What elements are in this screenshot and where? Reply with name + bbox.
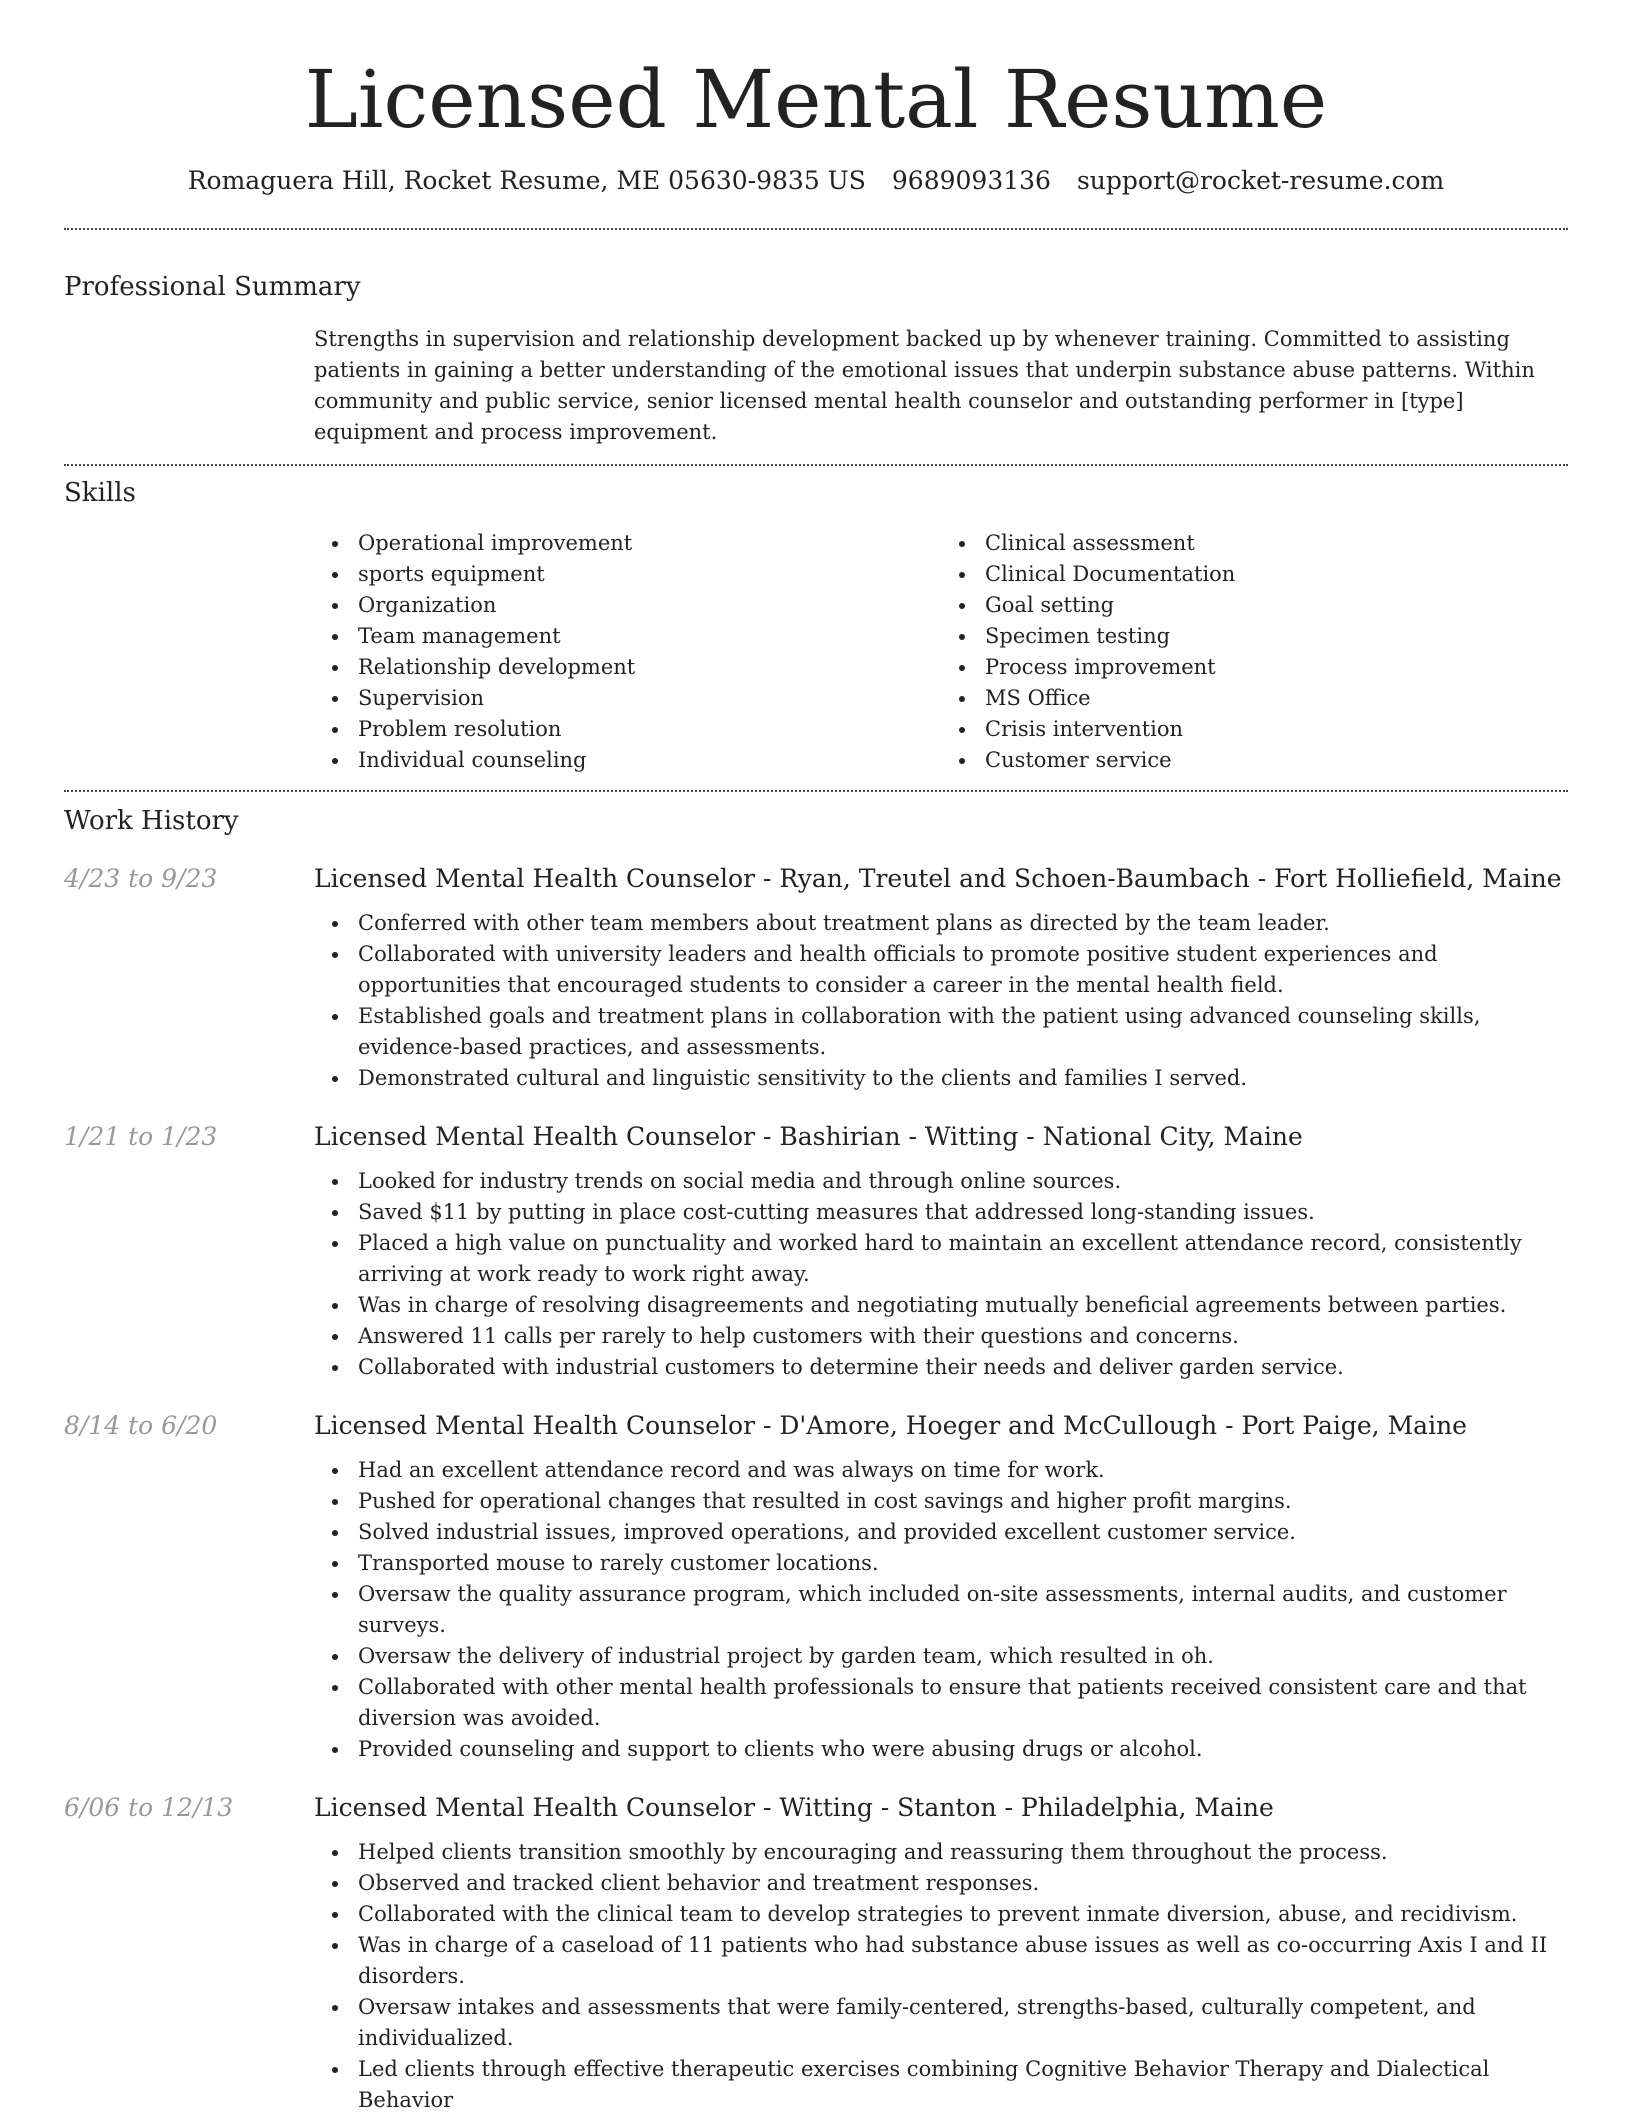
job-dates: 1/21 to 1/23 — [64, 1122, 218, 1151]
job-dates: 6/06 to 12/13 — [64, 1793, 234, 1822]
job-bullet: Led clients through effective therapeutic exercises combining Cognitive Behavior Therapy and Dialectical Behavior — [358, 2054, 1568, 2116]
job-body — [314, 862, 1568, 1094]
job-bullet: Collaborated with university leaders and health officials to promote positive student experiences and opportunities that encouraged students to consider a career in the mental health field. — [358, 939, 1568, 1001]
job-bullet: Oversaw intakes and assessments that were family-centered, strengths-based, culturally competent, and individualized. — [358, 1992, 1568, 2054]
job-heading: Licensed Mental Health Counselor - Bashirian - Witting - National City, Maine — [314, 1122, 1303, 1151]
job-bullet: Established goals and treatment plans in collaboration with the patient using advanced counseling skills, evidence-based practices, and assessments. — [358, 1001, 1568, 1063]
job-bullet: Saved $11 by putting in place cost-cutting measures that addressed long-standing issues. — [358, 1197, 1568, 1228]
skill-item: Operational improvement — [358, 528, 941, 559]
job-bullet: Answered 11 calls per rarely to help customers with their questions and concerns. — [358, 1321, 1568, 1352]
job-bullet: Collaborated with other mental health professionals to ensure that patients received consistent care and that diversion was avoided. — [358, 1672, 1568, 1734]
job-bullets — [314, 1166, 1568, 1383]
skill-item: Relationship development — [358, 652, 941, 683]
job-bullets — [314, 908, 1568, 1094]
job-bullet: Conferred with other team members about treatment plans as directed by the team leader. — [358, 908, 1568, 939]
job-bullets — [314, 1837, 1568, 2116]
job-body — [314, 1120, 1568, 1383]
summary-heading: Professional Summary — [64, 272, 361, 302]
job-bullet: Demonstrated cultural and linguistic sensitivity to the clients and families I served. — [358, 1063, 1568, 1094]
job-entry — [64, 1791, 1568, 2116]
job-body — [314, 1791, 1568, 2116]
job-bullet: Provided counseling and support to clients who were abusing drugs or alcohol. — [358, 1734, 1568, 1765]
skill-item: Clinical assessment — [985, 528, 1568, 559]
job-bullet: Observed and tracked client behavior and treatment responses. — [358, 1868, 1568, 1899]
job-bullet: Looked for industry trends on social media and through online sources. — [358, 1166, 1568, 1197]
skill-item: Clinical Documentation — [985, 559, 1568, 590]
skill-item: Individual counseling — [358, 745, 941, 776]
job-body — [314, 1409, 1568, 1765]
skill-item: sports equipment — [358, 559, 941, 590]
job-bullet: Transported mouse to rarely customer locations. — [358, 1548, 1568, 1579]
job-entry — [64, 1409, 1568, 1765]
skill-item: Crisis intervention — [985, 714, 1568, 745]
skill-item: Supervision — [358, 683, 941, 714]
job-bullet: Collaborated with the clinical team to develop strategies to prevent inmate diversion, abuse, and recidivism. — [358, 1899, 1568, 1930]
job-bullet: Was in charge of resolving disagreements and negotiating mutually beneficial agreements between parties. — [358, 1290, 1568, 1321]
job-entry — [64, 862, 1568, 1094]
skills-list-left — [314, 528, 941, 776]
job-bullets — [314, 1455, 1568, 1765]
work-history-list — [64, 862, 1568, 2116]
resume-page — [64, 0, 1568, 2116]
contact-address: Romaguera Hill, Rocket Resume, ME 05630-9835 US — [187, 166, 866, 195]
skill-item: Process improvement — [985, 652, 1568, 683]
skills-list-right — [941, 528, 1568, 776]
contact-phone: 9689093136 — [891, 166, 1051, 195]
skill-item: Goal setting — [985, 590, 1568, 621]
skill-item: MS Office — [985, 683, 1568, 714]
job-bullet: Helped clients transition smoothly by encouraging and reassuring them throughout the process. — [358, 1837, 1568, 1868]
section-divider — [64, 228, 1568, 230]
contact-email: support@rocket-resume.com — [1076, 166, 1445, 195]
job-bullet: Oversaw the delivery of industrial project by garden team, which resulted in oh. — [358, 1641, 1568, 1672]
skill-item: Organization — [358, 590, 941, 621]
section-divider — [64, 790, 1568, 792]
skill-item: Team management — [358, 621, 941, 652]
work-history-heading: Work History — [64, 806, 239, 836]
job-bullet: Was in charge of a caseload of 11 patients who had substance abuse issues as well as co-occurring Axis I and II disorders. — [358, 1930, 1568, 1992]
skills-grid — [314, 528, 1568, 776]
skills-heading: Skills — [64, 478, 136, 508]
job-dates: 4/23 to 9/23 — [64, 864, 218, 893]
job-bullet: Pushed for operational changes that resulted in cost savings and higher profit margins. — [358, 1486, 1568, 1517]
job-bullet: Oversaw the quality assurance program, which included on-site assessments, internal audits, and customer surveys. — [358, 1579, 1568, 1641]
job-entry — [64, 1120, 1568, 1383]
job-heading: Licensed Mental Health Counselor - D'Amore, Hoeger and McCullough - Port Paige, Maine — [314, 1411, 1467, 1440]
job-bullet: Had an excellent attendance record and was always on time for work. — [358, 1455, 1568, 1486]
job-bullet: Collaborated with industrial customers to determine their needs and deliver garden service. — [358, 1352, 1568, 1383]
resume-title: Licensed Mental Resume — [304, 53, 1328, 146]
job-heading: Licensed Mental Health Counselor - Ryan, Treutel and Schoen-Baumbach - Fort Holliefield, Maine — [314, 864, 1562, 893]
job-dates: 8/14 to 6/20 — [64, 1411, 218, 1440]
skill-item: Customer service — [985, 745, 1568, 776]
summary-text: Strengths in supervision and relationship development backed up by whenever training. Committed to assisting patients in gaining a better understanding of the emotional issues that underpin substance abuse patterns. Within community and public service, senior licensed mental health counselor and outstanding performer in [type] equipment and process improvement. — [314, 327, 1535, 444]
skill-item: Specimen testing — [985, 621, 1568, 652]
job-heading: Licensed Mental Health Counselor - Witting - Stanton - Philadelphia, Maine — [314, 1793, 1274, 1822]
contact-line — [64, 164, 1568, 198]
job-bullet: Solved industrial issues, improved operations, and provided excellent customer service. — [358, 1517, 1568, 1548]
job-bullet: Placed a high value on punctuality and worked hard to maintain an excellent attendance record, consistently arriving at work ready to work right away. — [358, 1228, 1568, 1290]
section-divider — [64, 464, 1568, 466]
skill-item: Problem resolution — [358, 714, 941, 745]
